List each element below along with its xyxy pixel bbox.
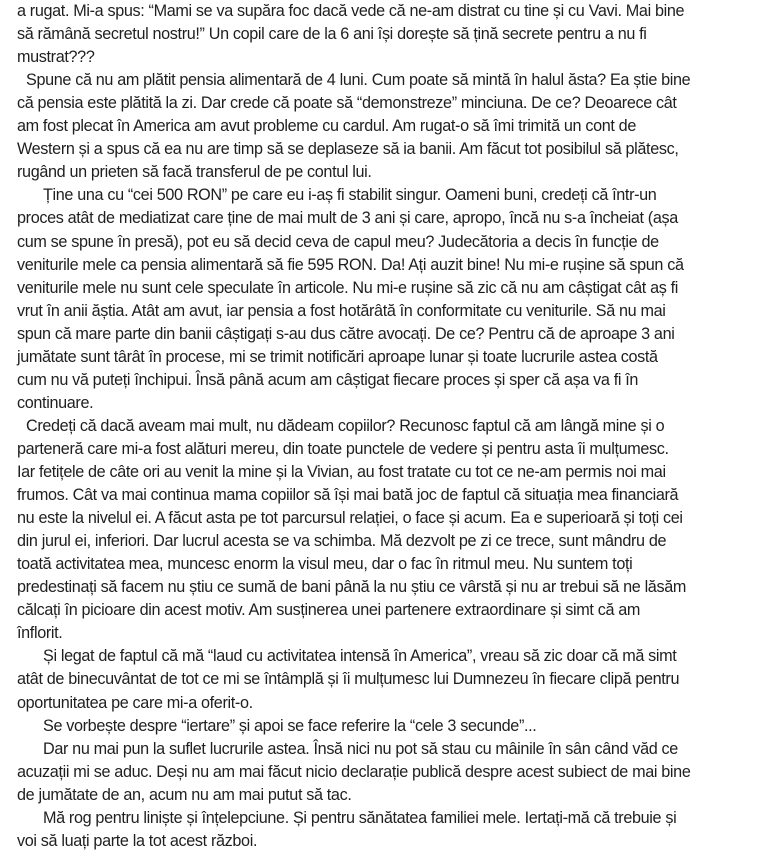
text-line: Iar fetițele de câte ori au venit la mine și la Vivian, au fost tratate cu tot ce ne-am permis noi mai — [17, 463, 666, 481]
text-line: frumos. Cât va mai continua mama copiilor să își mai bată joc de faptul că situația mea financiară — [17, 486, 679, 505]
text-line: vrut în anii ăștia. Atât am avut, iar pensia a fost hotărâtă în conformitate cu veniturile. Să nu mai — [17, 301, 666, 320]
text-line: din jurul ei, inferiori. Dar lucrul acesta se va schimba. Mă dezvolt pe zi ce trece, sunt mândru de — [17, 532, 667, 551]
text-line: predestinați să facem nu știu ce sumă de bani până la nu știu ce vârstă și nu ar trebui să ne lăsăm — [17, 578, 686, 597]
text-line: înflorit. — [17, 624, 63, 643]
text-line: a rugat. Mi-a spus: “Mami se va supăra foc dacă vede că ne-am distrat cu tine și cu Vavi. Mai bine — [17, 2, 685, 20]
text-line: veniturile mele nu sunt cele speculate în articole. Nu mi-e rușine să zic că nu am câștigat cât aș fi — [17, 278, 679, 297]
text-line: Mă rog pentru liniște și înțelepciune. Și pentru sănătatea familiei mele. Iertați-mă că trebuie și — [43, 808, 677, 827]
text-line: oportunitatea pe care mi-a oferit-o. — [17, 693, 253, 712]
text-line: atât de binecuvântat de tot ce mi se întâmplă și îi mulțumesc lui Dumnezeu în fiecare clipă pentru — [17, 670, 680, 689]
text-line: cum se spune în presă), pot eu să decid ceva de capul meu? Judecătoria a decis în funcție de — [17, 232, 659, 251]
text-line: cum nu vă puteți închipui. Însă până acum am câștigat fiecare proces și sper că așa va fi în — [17, 370, 639, 389]
text-line: Spune că nu am plătit pensia alimentară de 4 luni. Cum poate să mintă în halul ăsta? Ea știe bine — [26, 71, 691, 90]
text-line: veniturile mele ca pensia alimentară să fie 595 RON. Da! Ați auzit bine! Nu mi-e rușine să spun că — [17, 255, 684, 274]
text-line: Și legat de faptul că mă “laud cu activitatea intensă în America”, vreau să zic doar că mă simt — [43, 647, 677, 666]
text-line: să rămână secretul nostru!” Un copil care de la 6 ani își dorește să țină secrete pentru a nu fi — [17, 25, 647, 44]
text-line: Western și a spus că ea nu are timp să se deplaseze să ia banii. Am făcut tot posibilul să plătesc, — [17, 140, 679, 159]
text-line: voi să luați parte la tot acest război. — [17, 831, 258, 850]
text-line: de jumătate de an, acum nu am mai putut să tac. — [17, 785, 352, 804]
text-line: toată activitatea mea, muncesc enorm la visul meu, dar o fac în ritmul meu. Nu suntem toți — [17, 555, 633, 574]
text-line: mustrat??? — [17, 48, 95, 67]
text-line: am fost plecat în America am avut probleme cu cardul. Am rugat-o să îmi trimită un cont de — [17, 117, 636, 136]
text-line: spun că mare parte din banii câștigați s-au dus către avocați. De ce? Pentru că de aproape 3 ani — [17, 324, 675, 343]
text-line: Ține una cu “cei 500 RON” pe care eu i-aș fi stabilit singur. Oameni buni, credeți că într-un — [43, 186, 657, 205]
text-line: călcați în picioare din acest motiv. Am susținerea unei partenere extraordinare și simt că am — [17, 601, 641, 620]
text-line: acuzații mi se aduc. Deși nu am mai făcut nicio declarație publică despre acest subiect de mai bine — [17, 762, 691, 781]
text-line: Credeți că dacă aveam mai mult, nu dădeam copiilor? Recunosc faptul că am lângă mine și o — [26, 416, 665, 435]
text-line: rugând un prieten să facă transferul de pe contul lui. — [17, 163, 372, 182]
text-line: jumătate sunt târât în procese, mi se trimit notificări aproape lunar și toate lucrurile astea costă — [17, 347, 658, 366]
text-line: Se vorbește despre “iertare” și apoi se face referire la “cele 3 secunde”... — [43, 716, 537, 735]
text-line: că pensia este plătită la zi. Dar crede că poate să “demonstreze” minciuna. De ce? Deoarece cât — [17, 94, 677, 113]
text-line: continuare. — [17, 393, 94, 412]
text-line: proces atât de mediatizat care ține de mai mult de 3 ani și care, apropo, încă nu s-a încheiat (așa — [17, 209, 678, 228]
text-line: Dar nu mai pun la suflet lucrurile astea. Însă nici nu pot să stau cu mâinile în sân când văd ce — [43, 739, 678, 758]
text-line: parteneră care mi-a fost alături mereu, din toate punctele de vedere și pentru asta îi mulțumesc. — [17, 439, 669, 458]
text-line: nu este la nivelul ei. A făcut asta pe tot parcursul relației, o face și acum. Ea e superioară și toți cei — [17, 509, 683, 528]
